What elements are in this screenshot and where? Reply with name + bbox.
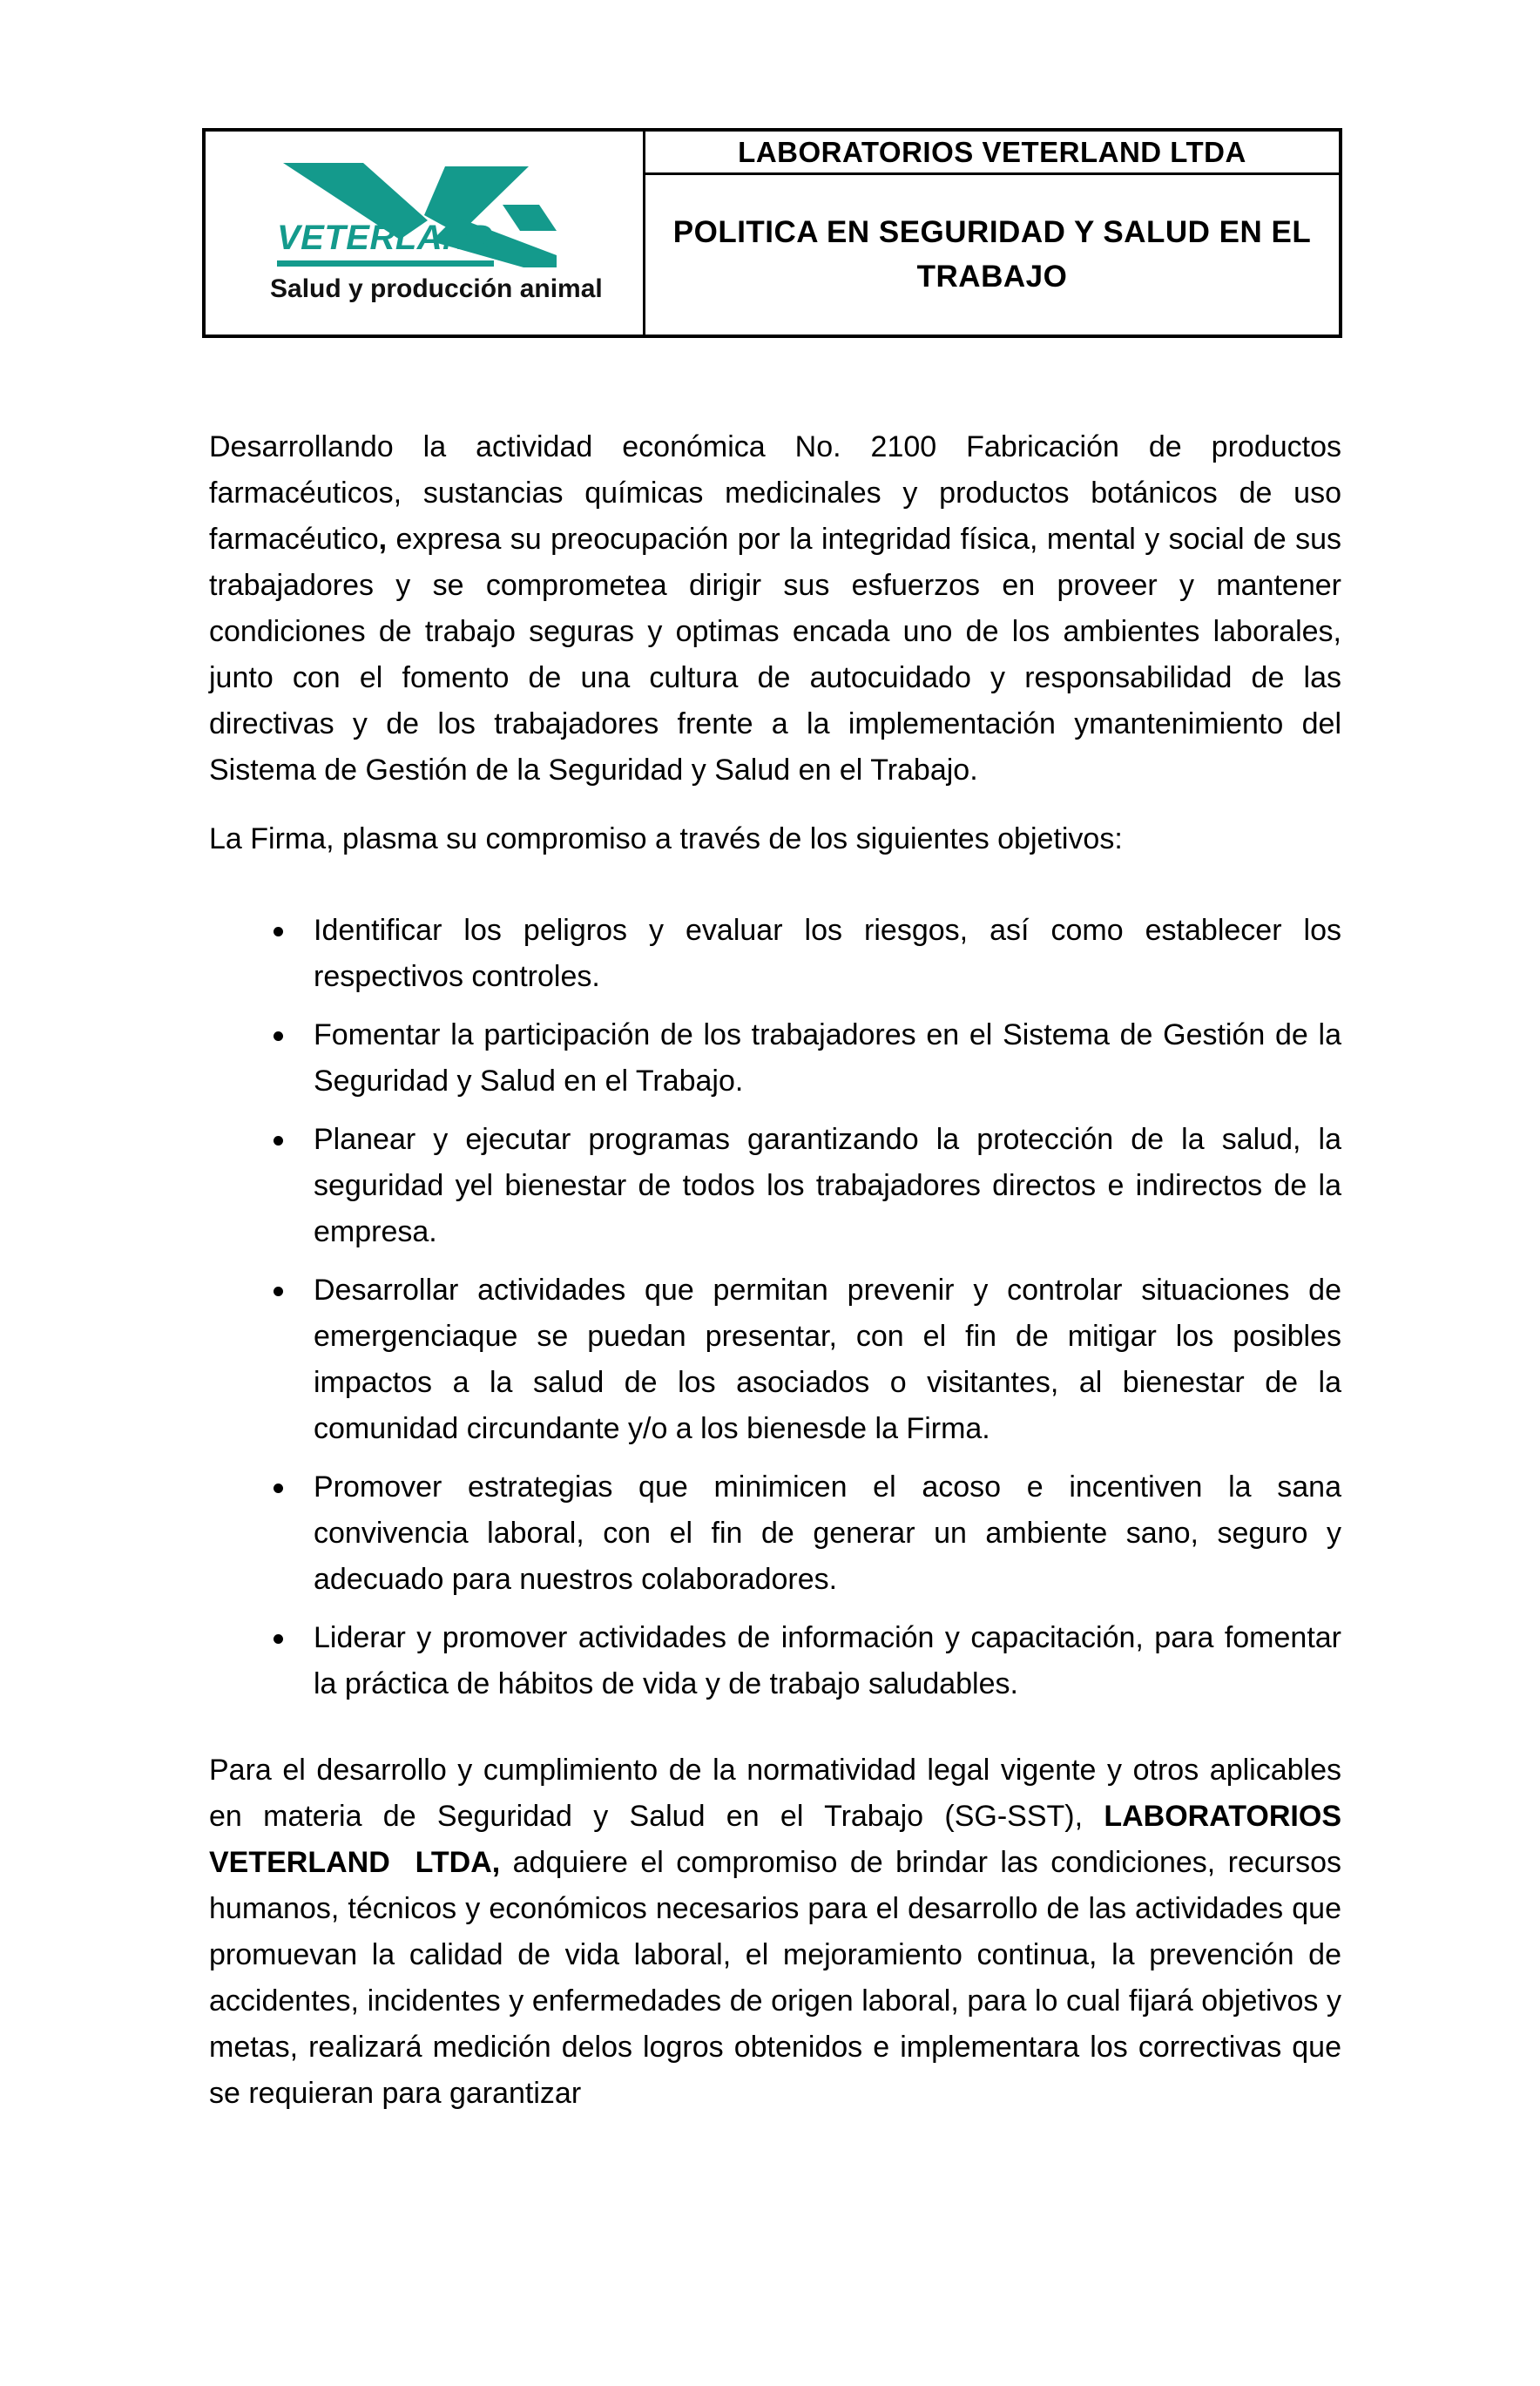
paragraph-commitment-text-before: Para el desarrollo y cumplimiento de la normatividad legal vigente y otros aplicables en materia de Seguridad y Salud en el Trabajo (SG-SST), <box>209 1754 1341 1833</box>
paragraph-commitment <box>209 1747 1341 2117</box>
paragraph-intro-bold-comma: , <box>378 523 388 556</box>
paragraph-intro <box>209 424 1341 794</box>
list-item: Fomentar la participación de los trabajadores en el Sistema de Gestión de la Seguridad y Salud en el Trabajo. <box>209 1012 1341 1105</box>
doc-title-line1: POLITICA EN SEGURIDAD Y SALUD EN EL <box>672 214 1312 249</box>
list-item: Identificar los peligros y evaluar los riesgos, así como establecer los respectivos controles. <box>209 908 1341 1000</box>
doc-title-line2: TRABAJO <box>916 259 1068 294</box>
list-item: Planear y ejecutar programas garantizando la protección de la salud, la seguridad yel bienestar de todos los trabajadores directos e indirectos de la empresa. <box>209 1117 1341 1255</box>
company-name-cell <box>645 132 1339 175</box>
list-item: Promover estrategias que minimicen el acoso e incentiven la sana convivencia laboral, con el fin de generar un ambiente sano, seguro y adecuado para nuestros colaboradores. <box>209 1464 1341 1603</box>
company-name: LABORATORIOS VETERLAND LTDA <box>738 135 1246 168</box>
brand-tagline: Salud y producción animal <box>270 274 603 303</box>
list-item: Liderar y promover actividades de información y capacitación, para fomentar la práctica de hábitos de vida y de trabajo saludables. <box>209 1615 1341 1707</box>
paragraph-commitment-text-after: adquiere el compromiso de brindar las condiciones, recursos humanos, técnicos y económicos necesarios para el desarrollo de las actividades que promuevan la calidad de vida laboral, el mejoramiento continua, la prevención de accidentes, incidentes y enfermedades de origen laboral, para lo cual fijará objetivos y metas, realizará medición delos logros obtenidos e implementara los correctivas que se requieran para garantizar <box>209 1846 1341 2110</box>
paragraph-intro-text-after: expresa su preocupación por la integridad física, mental y social de sus trabajadores y se comprometea dirigir sus esfuerzos en proveer y mantener condiciones de trabajo seguras y optimas encada uno de los ambientes laborales, junto con el fomento de una cultura de autocuidado y responsabilidad de las directivas y de los trabajadores frente a la implementación ymantenimiento del Sistema de Gestión de la Seguridad y Salud en el Trabajo. <box>209 523 1341 787</box>
brand-name: VETERLAND <box>277 220 494 267</box>
paragraph-intro-text-before: Desarrollando la actividad económica No. 2100 Fabricación de productos farmacéuticos, sustancias químicas medicinales y productos botánicos de uso farmacéutico <box>209 430 1341 556</box>
header-table <box>202 128 1342 338</box>
doc-title-cell <box>645 175 1339 335</box>
header-right-column <box>645 132 1339 335</box>
objectives-list <box>209 908 1341 1707</box>
paragraph-commitment-company-bold: LABORATORIOS VETERLAND LTDA, <box>209 1800 1341 1879</box>
paragraph-objectives-lead: La Firma, plasma su compromiso a través de los siguientes objetivos: <box>209 822 1123 855</box>
logo-cell <box>206 132 645 335</box>
doc-title <box>673 211 1312 300</box>
list-item: Desarrollar actividades que permitan prevenir y controlar situaciones de emergenciaque se puedan presentar, con el fin de mitigar los posibles impactos a la salud de los asociados o visitantes, al bienestar de la comunidad circundante y/o a los bienesde la Firma. <box>209 1267 1341 1452</box>
